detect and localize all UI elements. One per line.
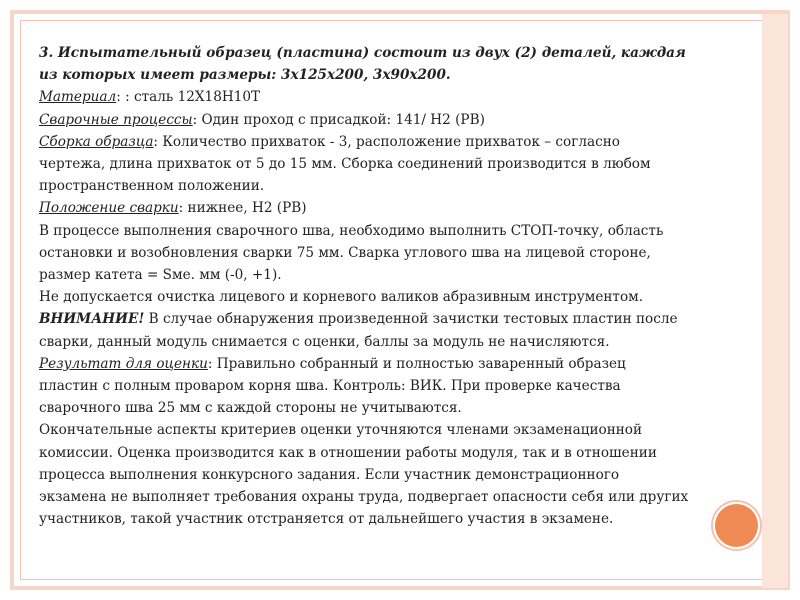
final-paragraph: Окончательные аспекты критериев оценки уточняются членами экзаменационной комиссии. Оценка производится как в отношении работы модуля, так и в отношении процесса выполнения конкурсного задания. Если участник демонстрационного экзамена не выполняет требования охраны труда, подвергает опасности себя или других участников, такой участник отстраняется от дальнейшего участия в экзамене. xyxy=(39,422,689,528)
section-heading: 3. Испытательный образец (пластина) состоит из двух (2) деталей, каждая из которых имеет размеры: 3х125х200, 3х90х200. xyxy=(39,45,686,84)
attention-text: В случае обнаружения произведенной зачистки тестовых пластин после сварки, данный модуль снимается с оценки, баллы за модуль не начисляются. xyxy=(39,311,678,350)
process-paragraph: В процессе выполнения сварочного шва, необходимо выполнить СТОП-точку, область остановки и возобновления сварки 75 мм. Сварка углового шва на лицевой стороне, размер катета = Sме. мм (-0, +1). xyxy=(39,222,664,284)
result-paragraph xyxy=(39,353,689,420)
decorative-side-strip xyxy=(762,14,788,588)
attention-label: ВНИМАНИЕ! xyxy=(39,311,145,328)
decorative-circle-icon xyxy=(715,504,758,547)
welding-processes-text: : Один проход с присадкой: 141/ Н2 (РВ) xyxy=(192,111,485,128)
cleaning-paragraph: Не допускается очистка лицевого и корневого валиков абразивным инструментом. xyxy=(39,289,644,306)
assembly-paragraph xyxy=(39,131,689,198)
material-label: Материал xyxy=(39,89,117,106)
material-text: : : сталь 12Х18Н10Т xyxy=(116,89,261,106)
assembly-text: : Количество прихваток - 3, расположение прихваток – согласно чертежа, длина прихваток от 5 до 15 мм. Сборка соединений производится в любом пространственном положении. xyxy=(39,133,651,195)
weld-position-line xyxy=(39,197,689,219)
weld-position-label: Положение сварки xyxy=(39,200,179,217)
result-label: Результат для оценки xyxy=(39,355,208,372)
welding-processes-label: Сварочные процессы xyxy=(39,111,193,128)
slide-body xyxy=(39,42,689,530)
welding-processes-line xyxy=(39,109,689,131)
attention-paragraph xyxy=(39,308,689,352)
weld-position-text: : нижнее, Н2 (РВ) xyxy=(178,200,307,217)
material-line xyxy=(39,86,689,108)
assembly-label: Сборка образца xyxy=(39,133,154,150)
result-text: : Правильно собранный и полностью заваренный образец пластин с полным проваром корня шва. Контроль: ВИК. При проверке качества сварочного шва 25 мм с каждой стороны не учитываются. xyxy=(39,355,626,417)
